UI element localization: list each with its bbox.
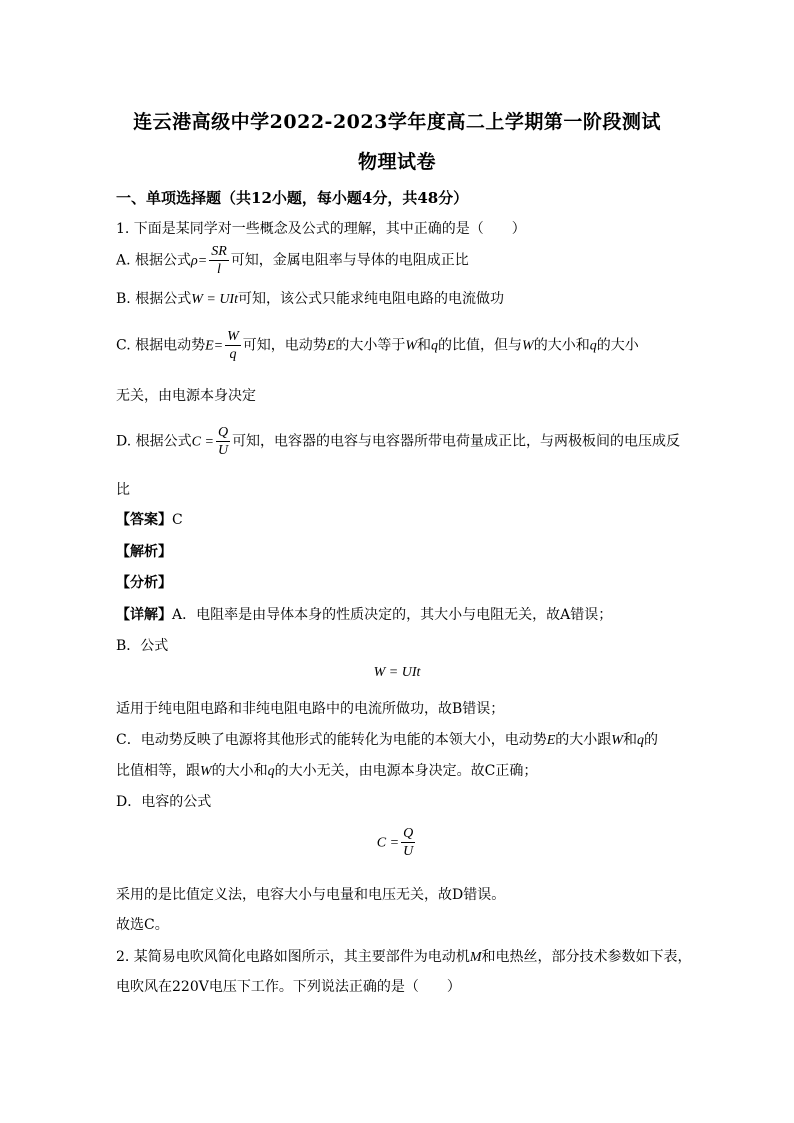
question-2-var: M (469, 950, 482, 965)
question-1-option-c (116, 328, 639, 363)
option-d-fraction (216, 424, 230, 459)
option-d-suffix: 可知，电容器的电容与电容器所带电荷量成正比，与两极板间的电压成反 (232, 433, 681, 450)
question-1-option-a (116, 243, 469, 278)
question-2-stem-line2: 电吹风在220V电压下工作。下列说法正确的是（ ） (116, 979, 461, 995)
option-d-lhs: C = (191, 434, 214, 450)
option-a-numerator: SR (211, 244, 227, 259)
detail-c-text: 比值相等，跟 (116, 763, 200, 779)
option-c-text: 的大小等于 (335, 337, 406, 354)
option-b-prefix: B. 根据公式 (116, 291, 192, 307)
option-c-var: q (589, 338, 597, 354)
detail-c-line2 (116, 760, 537, 780)
option-c-var: W (405, 338, 418, 354)
detail-b-text: 适用于纯电阻电路和非纯电阻电路中的电流所做功，故B错误； (116, 701, 505, 717)
page-subtitle: 物理试卷 (357, 151, 436, 173)
section-heading: 一、单项选择题（共12小题，每小题4分，共48分） (116, 189, 469, 207)
option-a-fraction (209, 243, 229, 278)
question-1-stem: 1. 下面是某同学对一些概念及公式的理解，其中正确的是（ ） (116, 221, 526, 237)
detail-c-text: 和 (622, 732, 637, 748)
option-a-suffix: 可知，金属电阻率与导体的电阻成正比 (230, 252, 469, 269)
detail-c-text: 的大小无关，由电源本身决定。故C正确； (274, 763, 538, 779)
option-a-lhs: ρ= (191, 253, 208, 269)
detail-c-var: W (611, 733, 623, 748)
detail-a-text: A．电阻率是由导体本身的性质决定的，其大小与电阻无关，故A错误； (172, 607, 613, 623)
detail-c-var: E (546, 733, 556, 748)
detail-d-lhs: C = (376, 835, 400, 851)
option-b-formula: W = UIt (191, 292, 238, 307)
detail-c-var: q (636, 733, 644, 748)
option-c-text: 和 (417, 337, 432, 354)
option-c-var: E (326, 338, 336, 354)
option-c-text: 的大小和 (533, 337, 590, 354)
question-2-stem-line1 (116, 946, 691, 966)
option-c-var: q (431, 338, 439, 354)
answer-value: C (172, 512, 183, 528)
option-a-denominator: l (217, 262, 221, 277)
option-c-text: 可知，电动势 (242, 337, 327, 354)
option-c-numerator: W (227, 329, 239, 344)
option-c-prefix: C. 根据电动势 (116, 337, 206, 354)
option-d-numerator: Q (217, 425, 229, 440)
detail-d-fraction (401, 825, 415, 860)
question-1-option-d-continued: 比 (116, 482, 130, 498)
page-title: 连云港高级中学2022-2023学年度高二上学期第一阶段测试 (133, 111, 661, 133)
detail-a (116, 604, 612, 624)
question-2-text: 和电热丝，部分技术参数如下表， (481, 949, 692, 965)
option-c-text: 的大小 (596, 337, 639, 354)
answer-label: 【答案】 (116, 512, 172, 528)
option-d-denominator: U (217, 443, 229, 458)
detail-c-text: 的大小跟 (555, 732, 612, 748)
detail-c-text: 的大小和 (211, 763, 268, 779)
answer-line (116, 509, 183, 529)
question-2-text: 2. 某简易电吹风简化电路如图所示，其主要部件为电动机 (116, 949, 470, 965)
detail-b-intro: B．公式 (116, 638, 169, 654)
option-c-denominator: q (229, 347, 237, 362)
question-1-option-d (116, 424, 680, 459)
option-c-var: W (522, 338, 534, 354)
detail-d-numerator: Q (403, 826, 414, 841)
analysis-label: 【解析】 (116, 544, 172, 560)
detail-d-formula (0, 825, 794, 860)
detail-d-denominator: U (403, 844, 414, 859)
detail-c-text: 的 (643, 732, 658, 748)
option-c-text: 的比值，但与 (438, 337, 523, 354)
option-c-fraction (225, 328, 241, 363)
detail-label: 【详解】 (116, 607, 172, 623)
detail-c-var: q (267, 764, 275, 779)
question-1-option-b (116, 288, 504, 308)
detail-d-intro: D．电容的公式 (116, 794, 212, 810)
option-b-suffix: 可知，该公式只能求纯电阻电路的电流做功 (237, 291, 504, 307)
option-d-prefix: D. 根据公式 (116, 433, 192, 450)
detail-d-text: 采用的是比值定义法，电容大小与电量和电压无关，故D错误。 (116, 887, 506, 903)
detail-c-var: W (200, 764, 212, 779)
detail-b-formula: W = UIt (373, 665, 421, 680)
question-1-option-c-continued: 无关，由电源本身决定 (116, 388, 256, 404)
detail-c-text: C．电动势反映了电源将其他形式的能转化为电能的本领大小，电动势 (116, 732, 547, 748)
detail-c-line1 (116, 729, 658, 749)
fenxi-label: 【分析】 (116, 575, 172, 591)
option-a-prefix: A. 根据公式 (116, 252, 192, 269)
option-c-lhs: E= (205, 338, 224, 354)
conclusion: 故选C。 (116, 917, 169, 933)
